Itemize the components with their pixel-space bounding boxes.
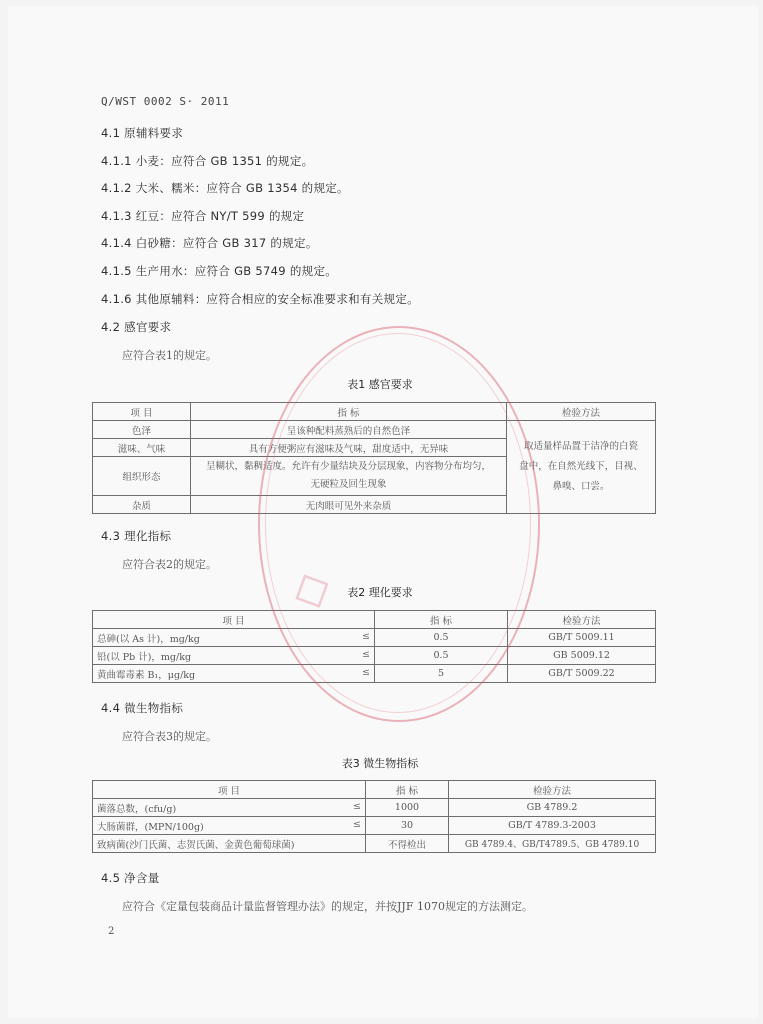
operator: ≤: [362, 648, 370, 660]
table-header-cell: 项 目: [93, 611, 375, 629]
cell-line: 呈糊状，黏稠适度。允许有少量结块及分层现象，内容物分布均匀，: [205, 461, 491, 472]
section-4-1-title: 4.1 原辅料要求: [101, 126, 184, 140]
table-row: [93, 835, 656, 853]
red-seal-mark: ◇: [281, 554, 340, 622]
item-label: 菌落总数，(cfu/g): [97, 803, 177, 815]
section-4-4-title: 4.4 微生物指标: [101, 701, 184, 715]
table-1-sensory: [92, 402, 656, 514]
page-number: 2: [108, 926, 115, 937]
table-cell: [93, 835, 366, 853]
table-row: [93, 421, 656, 439]
table-cell: GB/T 5009.22: [508, 665, 656, 683]
section-4-5-title: 4.5 净含量: [101, 871, 160, 885]
section-4-2-title: 4.2 感官要求: [101, 320, 172, 334]
clause-4-1-5: 4.1.5 生产用水：应符合 GB 5749 的规定。: [101, 264, 338, 278]
table-cell: GB 4789.2: [449, 799, 656, 817]
clause-4-1-3: 4.1.3 红豆：应符合 NY/T 599 的规定: [101, 209, 305, 223]
table-header-cell: 检验方法: [449, 781, 656, 799]
clause-4-1-6: 4.1.6 其他原辅料：应符合相应的安全标准要求和有关规定。: [101, 292, 419, 306]
table-cell: 色泽: [93, 421, 191, 439]
table-cell: [93, 629, 375, 647]
item-label: 黄曲霉毒素 B₁，μg/kg: [97, 669, 196, 681]
table-cell: 滋味、气味: [93, 439, 191, 457]
clause-4-1-2: 4.1.2 大米、糯米：应符合 GB 1354 的规定。: [101, 181, 349, 195]
operator: ≤: [353, 800, 361, 812]
table-cell: 0.5: [375, 629, 508, 647]
table-cell: 1000: [366, 799, 449, 817]
table-cell-method: [507, 421, 656, 514]
table-row: [93, 781, 656, 799]
table-cell: 不得检出: [366, 835, 449, 853]
clause-4-1-1: 4.1.1 小麦：应符合 GB 1351 的规定。: [101, 154, 314, 168]
table-row: [93, 611, 656, 629]
table-cell: GB 4789.4、GB/T4789.5、GB 4789.10: [449, 835, 656, 853]
table-cell: 呈该种配料蒸熟后的自然色泽: [191, 421, 507, 439]
document-code: Q/WST 0002 S· 2011: [101, 95, 230, 108]
table-cell: 30: [366, 817, 449, 835]
clause-4-1-4: 4.1.4 白砂糖：应符合 GB 317 的规定。: [101, 236, 318, 250]
item-label: 铅(以 Pb 计)，mg/kg: [97, 651, 192, 663]
table-2-caption: 表2 理化要求: [347, 586, 413, 599]
table-2-physicochemical: [92, 610, 656, 683]
table-row: [93, 817, 656, 835]
table-cell: [93, 647, 375, 665]
section-4-4-text: 应符合表3的规定。: [122, 730, 217, 743]
operator: ≤: [353, 818, 361, 830]
table-row: [93, 403, 656, 421]
method-line: 取适量样品置于洁净的白瓷: [523, 441, 638, 452]
table-cell: [93, 665, 375, 683]
table-cell: 组织形态: [93, 457, 191, 496]
table-cell: 杂质: [93, 496, 191, 514]
table-cell: 5: [375, 665, 508, 683]
table-cell: 具有方便粥应有滋味及气味，甜度适中，无异味: [191, 439, 507, 457]
table-cell: 0.5: [375, 647, 508, 665]
method-line: 盘中，在自然光线下，目视、: [519, 461, 643, 472]
table-header-cell: 检验方法: [508, 611, 656, 629]
method-line: 鼻嗅、口尝。: [552, 481, 610, 492]
table-header-cell: 项 目: [93, 403, 191, 421]
table-cell: [93, 817, 366, 835]
table-row: [93, 629, 656, 647]
table-row: [93, 647, 656, 665]
section-4-5-text: 应符合《定量包装商品计量监督管理办法》的规定，并按JJF 1070规定的方法测定。: [122, 900, 533, 913]
table-row: [93, 665, 656, 683]
table-header-cell: 指 标: [375, 611, 508, 629]
table-3-microbial: [92, 780, 656, 853]
cell-line: 无硬粒及回生现象: [310, 479, 387, 490]
table-header-cell: 检验方法: [507, 403, 656, 421]
table-header-cell: 指 标: [191, 403, 507, 421]
table-3-caption: 表3 微生物指标: [341, 757, 419, 770]
operator: ≤: [362, 666, 370, 678]
section-4-3-text: 应符合表2的规定。: [122, 558, 217, 571]
table-header-cell: 指 标: [366, 781, 449, 799]
item-label: 总砷(以 As 计)，mg/kg: [97, 633, 200, 645]
table-row: [93, 799, 656, 817]
table-header-cell: 项 目: [93, 781, 366, 799]
item-label: 致病菌(沙门氏菌、志贺氏菌、金黄色葡萄球菌): [97, 839, 295, 851]
section-4-3-title: 4.3 理化指标: [101, 529, 172, 543]
table-cell: 无肉眼可见外来杂质: [191, 496, 507, 514]
table-1-caption: 表1 感官要求: [347, 378, 413, 391]
item-label: 大肠菌群，(MPN/100g): [97, 821, 204, 833]
operator: ≤: [362, 630, 370, 642]
table-cell: GB/T 4789.3-2003: [449, 817, 656, 835]
table-cell: [191, 457, 507, 496]
table-cell: GB 5009.12: [508, 647, 656, 665]
table-cell: [93, 799, 366, 817]
section-4-2-text: 应符合表1的规定。: [122, 349, 217, 362]
table-cell: GB/T 5009.11: [508, 629, 656, 647]
